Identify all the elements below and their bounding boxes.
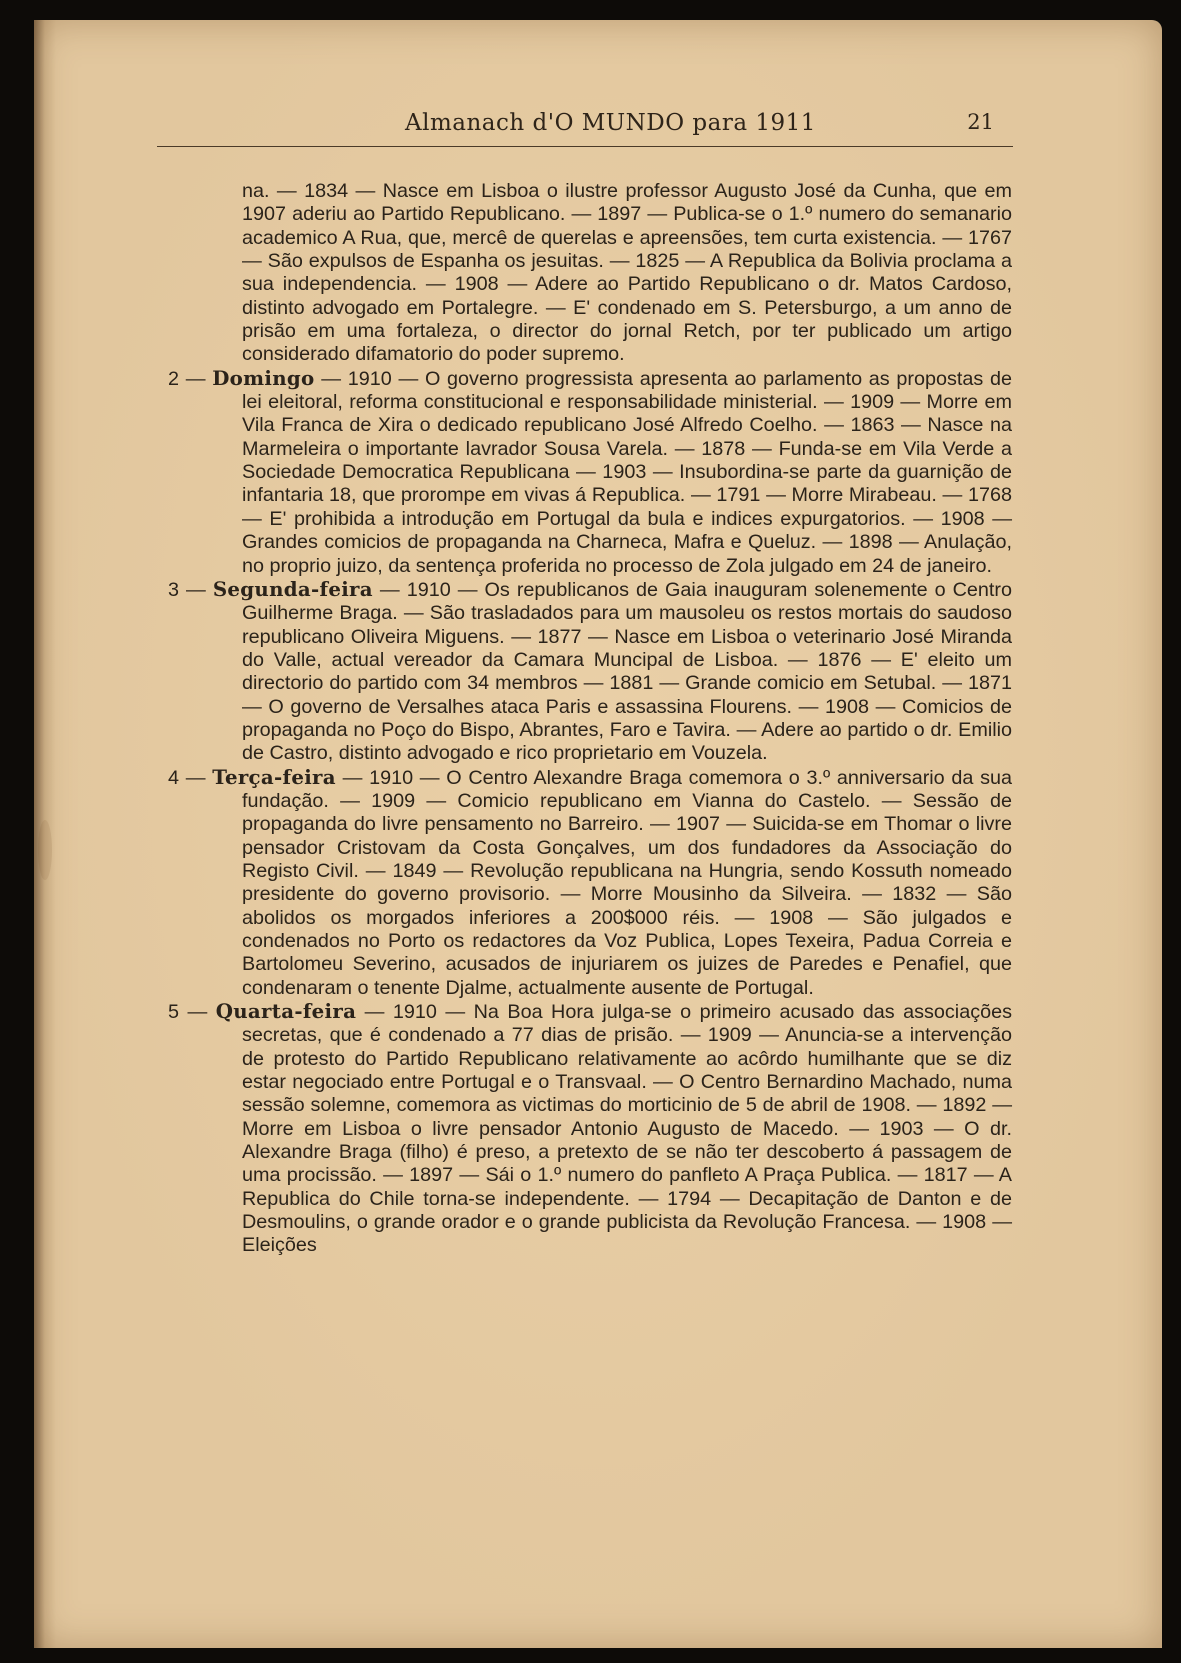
page-number: 21 — [967, 110, 994, 134]
entry-text: — 1910 — Os republicanos de Gaia inauguram solenemente o Centro Guilherme Braga. — São trasladados para um mausoleu os restos mortais do saudoso republicano Oliveira Miguens. — 1877 — Nasce em Lisboa o veterinario José Miranda do Valle, actual vereador da Camara Muncipal de Lisboa. — 1876 — E' eleito um directorio do partido com 34 membros — 1881 — Grande comicio em Setubal. — 1871 — O governo de Versalhes ataca Paris e assassina Flourens. — 1908 — Comicios de propaganda no Poço do Bispo, Abrantes, Faro e Tavira. — Adere ao partido o dr. Emilio de Castro, distinto advogado e rico proprietario em Vouzela. — [242, 578, 1012, 765]
day-heading: Domingo — [212, 365, 315, 390]
entry-marker: 3 — — [168, 578, 213, 601]
entry-text: — 1910 — O governo progressista apresenta ao parlamento as propostas de lei eleitoral, reforma constitucional e responsabilidade ministerial. — 1909 — Morre em Vila Franca de Xira o dedicado republicano José Alfredo Coelho. — 1863 — Nasce na Marmeleira o importante lavrador Sousa Varela. — 1878 — Funda-se em Vila Verde a Sociedade Democratica Republicana — 1903 — Insubordina-se parte da guarnição de infantaria 18, que prorompe em vivas á Republica. — 1791 — Morre Mirabeau. — 1768 — E' prohibida a introdução em Portugal da bula e indices expurgatorios. — 1908 — Grandes comicios de propaganda na Charneca, Mafra e Queluz. — 1898 — Anulação, no proprio juizo, da sentença proferida no processo de Zola julgado em 24 de janeiro. — [242, 367, 1012, 577]
entry-marker: 4 — — [168, 766, 213, 789]
day-heading: Terça-feira — [212, 764, 336, 789]
entry-text: — 1910 — Na Boa Hora julga-se o primeiro acusado das associações secretas, que é condenado a 77 dias de prisão. — 1909 — Anuncia-se a intervenção de protesto do Partido Republicano relativamente ao acôrdo humilhante que se diz estar negociado entre Portugal e o Transvaal. — O Centro Bernardino Machado, numa sessão solemne, comemora as victimas do morticinio de 5 de abril de 1908. — 1892 — Morre em Lisboa o livre pensador Antonio Augusto de Macedo. — 1903 — O dr. Alexandre Braga (filho) é preso, a pretexto de se não ter descoberto á passagem de uma procissão. — 1897 — Sái o 1.º numero do panfleto A Praça Publica. — 1817 — A Republica do Chile torna-se independente. — 1794 — Decapitação de Danton e de Desmoulins, o grande orador e o grande publicista da Revolução Francesa. — 1908 — Eleições — [242, 1001, 1012, 1257]
continuation-paragraph: na. — 1834 — Nasce em Lisboa o ilustre professor Augusto José da Cunha, que em 1907 aderiu ao Partido Republicano. — 1897 — Publica-se o 1.º numero do semanario academico A Rua, que, mercê de querelas e apreensões, tem curta existencia. — 1767 — São expulsos de Espanha os jesuitas. — 1825 — A Republica da Bolivia proclama a sua independencia. — 1908 — Adere ao Partido Republicano o dr. Matos Cardoso, distinto advogado em Portalegre. — E' condenado em S. Petersburgo, a um anno de prisão em uma fortaleza, o director do jornal Retch, por ter publicado um artigo considerado difamatorio do poder supremo. — [242, 180, 1012, 366]
entry-day-3 — [168, 576, 1012, 766]
entry-marker: 2 — — [168, 367, 213, 390]
header-title: Almanach d'O MUNDO para 1911 — [405, 110, 816, 136]
day-heading: Segunda-feira — [212, 576, 373, 601]
paper-stain — [38, 820, 52, 880]
header-rule — [157, 146, 1013, 147]
entry-day-5 — [168, 999, 1012, 1258]
day-heading: Quarta-feira — [215, 999, 357, 1024]
entry-day-4 — [168, 764, 1012, 1000]
entry-text: — 1910 — O Centro Alexandre Braga comemora o 3.º anniversario da sua fundação. — 1909 — Comicio republicano em Vianna do Castelo. — Sessão de propaganda do livre pensamento no Barreiro. — 1907 — Suicida-se em Thomar o livre pensador Cristovam da Costa Gonçalves, um dos fundadores da Associação do Registo Civil. — 1849 — Revolução republicana na Hungria, sendo Kossuth nomeado presidente do governo provisorio. — Morre Mousinho da Silveira. — 1832 — São abolidos os morgados inferiores a 200$000 réis. — 1908 — São julgados e condenados no Porto os redactores da Voz Publica, Lopes Texeira, Padua Correia e Bartolomeu Severino, acusados de injuriarem os juizes de Paredes e Penafiel, que condenaram o tenente Djalme, actualmente ausente de Portugal. — [242, 766, 1012, 999]
entry-day-2 — [168, 365, 1012, 578]
entry-marker: 5 — — [168, 1001, 216, 1024]
almanac-body — [168, 180, 1012, 1258]
running-header — [150, 110, 1014, 146]
